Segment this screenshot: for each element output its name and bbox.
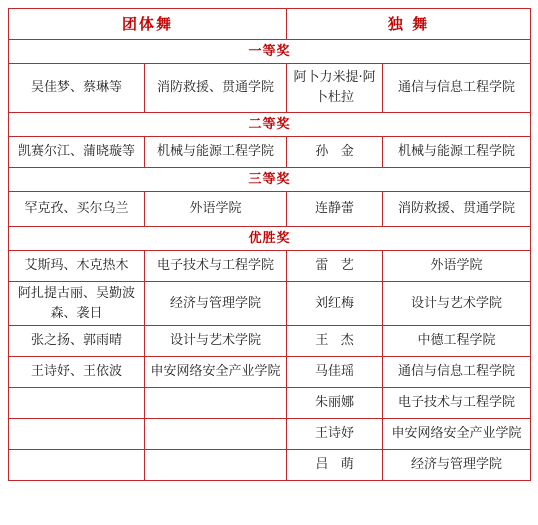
group-names: 阿扎提古丽、吴勤波森、袭日 [9,282,145,326]
awards-table [8,8,531,481]
solo-name: 连静蕾 [287,192,383,227]
solo-name: 王诗妤 [287,419,383,450]
group-college: 消防救援、贯通学院 [145,64,287,113]
table-header-row [9,9,531,40]
solo-name: 刘红梅 [287,282,383,326]
group-college: 机械与能源工程学院 [145,137,287,168]
group-names [9,450,145,481]
group-college: 申安网络安全产业学院 [145,357,287,388]
table-row [9,450,531,481]
section-title: 一等奖 [9,40,531,64]
group-college: 电子技术与工程学院 [145,251,287,282]
section-first-prize [9,40,531,64]
table-row [9,282,531,326]
solo-name: 阿卜力米提·阿卜杜拉 [287,64,383,113]
section-title: 优胜奖 [9,227,531,251]
solo-name: 雷 艺 [287,251,383,282]
table-row [9,64,531,113]
table-row [9,357,531,388]
solo-college: 中德工程学院 [383,326,531,357]
group-names [9,419,145,450]
group-college: 设计与艺术学院 [145,326,287,357]
solo-name: 朱丽娜 [287,388,383,419]
group-college [145,419,287,450]
group-names: 王诗妤、王依波 [9,357,145,388]
group-dance-header: 团体舞 [9,9,287,40]
group-college: 外语学院 [145,192,287,227]
solo-college: 通信与信息工程学院 [383,357,531,388]
group-names [9,388,145,419]
table-row [9,326,531,357]
group-names: 张之扬、郭雨晴 [9,326,145,357]
solo-college: 电子技术与工程学院 [383,388,531,419]
section-excellence-prize [9,227,531,251]
solo-college: 通信与信息工程学院 [383,64,531,113]
table-row [9,192,531,227]
section-title: 三等奖 [9,168,531,192]
group-college: 经济与管理学院 [145,282,287,326]
table-row [9,419,531,450]
group-names: 吴佳梦、蔡琳等 [9,64,145,113]
group-college [145,388,287,419]
solo-name: 王 杰 [287,326,383,357]
solo-college: 机械与能源工程学院 [383,137,531,168]
solo-college: 经济与管理学院 [383,450,531,481]
table-row [9,388,531,419]
section-third-prize [9,168,531,192]
solo-college: 消防救援、贯通学院 [383,192,531,227]
group-names: 罕克孜、买尔乌兰 [9,192,145,227]
solo-name: 吕 萌 [287,450,383,481]
solo-dance-header: 独 舞 [287,9,531,40]
section-title: 二等奖 [9,113,531,137]
group-college [145,450,287,481]
solo-college: 设计与艺术学院 [383,282,531,326]
solo-college: 申安网络安全产业学院 [383,419,531,450]
solo-name: 孙 金 [287,137,383,168]
table-row [9,251,531,282]
group-names: 凯赛尔江、蒲晓璇等 [9,137,145,168]
solo-college: 外语学院 [383,251,531,282]
table-row [9,137,531,168]
solo-name: 马佳瑶 [287,357,383,388]
group-names: 艾斯玛、木克热木 [9,251,145,282]
section-second-prize [9,113,531,137]
